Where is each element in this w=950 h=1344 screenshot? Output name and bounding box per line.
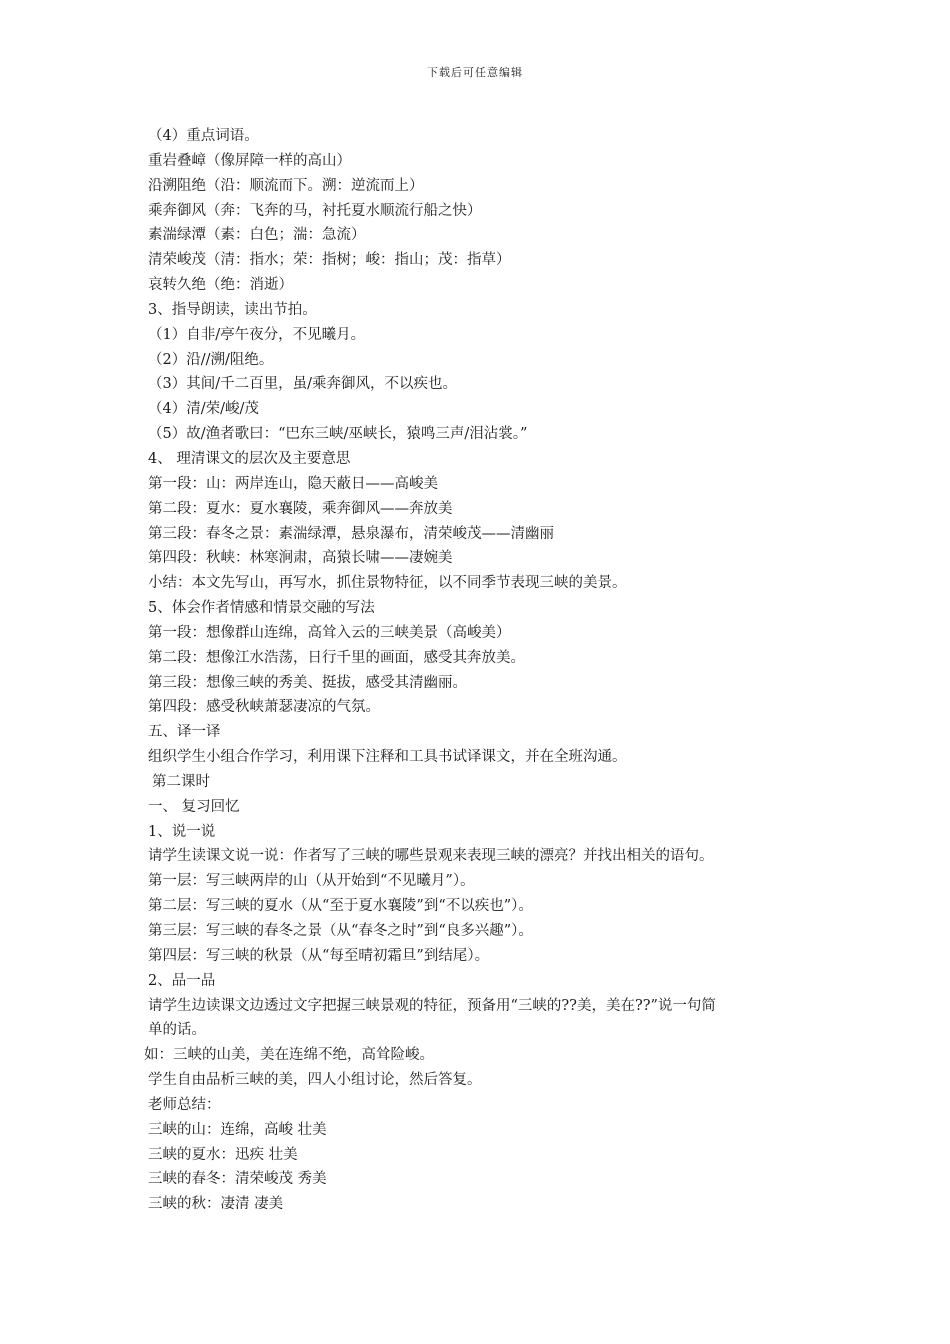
text-line: 三峡的秋：凄清 凄美	[148, 1196, 284, 1213]
text-line: 第二段：夏水：夏水襄陵，乘奔御风——奔放美	[148, 500, 453, 517]
text-line: 单的话。	[148, 1022, 206, 1039]
text-line: 老师总结：	[148, 1096, 221, 1113]
text-line: 小结：本文先写山，再写水，抓住景物特征，以不同季节表现三峡的美景。	[148, 575, 627, 592]
text-line: 三峡的春冬：清荣峻茂 秀美	[148, 1171, 327, 1188]
text-line: 第三段：想像三峡的秀美、挺拔，感受其清幽丽。	[148, 674, 467, 691]
section-heading: 5、体会作者情感和情景交融的写法	[148, 600, 375, 617]
text-line: 重岩叠嶂（像屏障一样的高山）	[148, 152, 351, 169]
text-line: 清荣峻茂（清：指水；荣：指树；峻：指山；茂：指草）	[148, 252, 511, 269]
text-line: 第一层：写三峡两岸的山（从开始到“不见曦月”）。	[148, 873, 475, 890]
section-heading: 1、说一说	[148, 823, 216, 840]
text-line: 哀转久绝（绝：消逝）	[148, 277, 293, 294]
text-line: 三峡的山：连绵，高峻 壮美	[148, 1121, 327, 1138]
text-line: 第二层：写三峡的夏水（从“至于夏水襄陵”到“不以疾也”）。	[148, 898, 533, 915]
text-line: 第四层：写三峡的秋景（从“每至晴初霜旦”到结尾）。	[148, 947, 490, 964]
section-heading: 4、 理清课文的层次及主要意思	[148, 450, 351, 467]
text-line: 第一段：山：两岸连山，隐天蔽日——高峻美	[148, 475, 438, 492]
section-heading: 第二课时	[152, 773, 210, 790]
text-line: 第三段：春冬之景：素湍绿潭，悬泉瀑布，清荣峻茂——清幽丽	[148, 525, 554, 542]
document-body	[144, 124, 818, 1217]
text-line: （5）故/渔者歌曰：“巴东三峡/巫峡长，猿鸣三声/泪沾裳。”	[148, 426, 528, 443]
text-line: 请学生边读课文边透过文字把握三峡景观的特征，预备用“三峡的??美，美在??”说一句简	[148, 997, 716, 1014]
text-line: （1）自非/亭午夜分，不见曦月。	[148, 326, 366, 343]
text-line: 如：三峡的山美，美在连绵不绝，高耸险峻。	[144, 1047, 434, 1064]
page-header: 下载后可任意编辑	[427, 66, 523, 79]
section-heading: 3、指导朗读，读出节拍。	[148, 301, 317, 318]
section-heading: 五、译一译	[148, 724, 221, 741]
text-line: 素湍绿潭（素：白色；湍：急流）	[148, 227, 366, 244]
text-line: （4）重点词语。	[148, 128, 259, 144]
text-line: （2）沿//溯/阻绝。	[148, 351, 274, 368]
text-line: 第三层：写三峡的春冬之景（从“春冬之时”到“良多兴趣”）。	[148, 923, 533, 939]
text-line: 请学生读课文说一说：作者写了三峡的哪些景观来表现三峡的漂亮？并找出相关的语句。	[148, 848, 714, 865]
text-line: 三峡的夏水：迅疾 壮美	[148, 1146, 298, 1163]
text-line: 第一段：想像群山连绵，高耸入云的三峡美景（高峻美）	[148, 624, 511, 641]
text-line: 乘奔御风（奔：飞奔的马，衬托夏水顺流行船之快）	[148, 202, 482, 219]
text-line: 学生自由品析三峡的美，四人小组讨论，然后答复。	[148, 1072, 482, 1089]
text-line: 组织学生小组合作学习，利用课下注释和工具书试译课文，并在全班沟通。	[148, 749, 627, 766]
text-line: 沿溯阻绝（沿：顺流而下。溯：逆流而上）	[148, 177, 424, 194]
section-heading: 2、品一品	[148, 972, 216, 989]
text-line: 第二段：想像江水浩荡，日行千里的画面，感受其奔放美。	[148, 649, 525, 666]
text-line: 第四段：感受秋峡萧瑟凄凉的气氛。	[148, 699, 380, 716]
text-line: （4）清/荣/峻/茂	[148, 401, 259, 418]
section-heading: 一、 复习回忆	[148, 798, 240, 815]
text-line: 第四段：秋峡：林寒涧肃，高猿长啸——凄婉美	[148, 550, 453, 567]
text-line: （3）其间/千二百里，虽/乘奔御风，不以疾也。	[148, 376, 457, 393]
